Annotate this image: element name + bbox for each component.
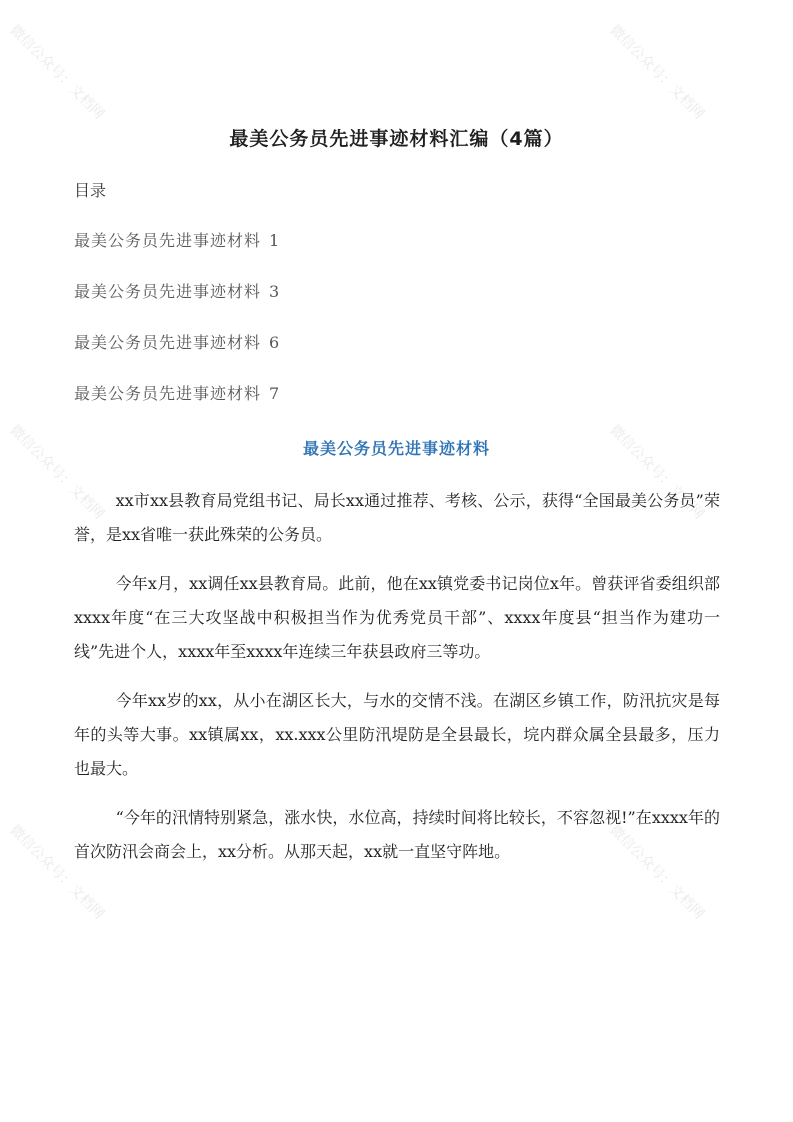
toc-entry-label: 最美公务员先进事迹材料 <box>74 282 262 301</box>
watermark: 微信公众号：文档网 <box>6 422 107 523</box>
toc-entry-label: 最美公务员先进事迹材料 <box>74 333 262 352</box>
paragraph: 今年xx岁的xx，从小在湖区长大，与水的交情不浅。在湖区乡镇工作，防汛抗灾是每年的头等大事。xx镇属xx，xx.xxx公里防汛堤防是全县最长，垸内群众属全县最多，压力也最大。 <box>74 691 720 778</box>
toc-entry-page: 1 <box>269 231 281 250</box>
toc-heading: 目录 <box>74 181 107 200</box>
watermark: 微信公众号：文档网 <box>606 822 707 923</box>
watermark: 微信公众号：文档网 <box>606 22 707 123</box>
watermark: 微信公众号：文档网 <box>606 422 707 523</box>
body-text <box>74 484 720 884</box>
toc-entry[interactable] <box>74 228 280 279</box>
toc-entry-label: 最美公务员先进事迹材料 <box>74 231 262 250</box>
toc-entry-page: 7 <box>269 384 281 403</box>
toc-entry-page: 3 <box>269 282 281 301</box>
paragraph: 今年x月，xx调任xx县教育局。此前，他在xx镇党委书记岗位x年。曾获评省委组织部xxxx年度“在三大攻坚战中积极担当作为优秀党员干部”、xxxx年度县“担当作为建功一线”先进个人，xxxx年至xxxx年连续三年获县政府三等功。 <box>74 574 720 661</box>
toc-entry[interactable] <box>74 330 280 381</box>
paragraph: xx市xx县教育局党组书记、局长xx通过推荐、考核、公示，获得“全国最美公务员”荣誉，是xx省唯一获此殊荣的公务员。 <box>74 491 720 544</box>
toc-entry-page: 6 <box>269 333 281 352</box>
toc-entry[interactable] <box>74 279 280 330</box>
section-heading: 最美公务员先进事迹材料 <box>302 439 490 458</box>
toc-entry[interactable] <box>74 381 280 432</box>
watermark: 微信公众号：文档网 <box>6 822 107 923</box>
table-of-contents <box>74 228 280 432</box>
document-title: 最美公务员先进事迹材料汇编（4篇） <box>229 128 564 150</box>
paragraph: “今年的汛情特别紧急，涨水快，水位高，持续时间将比较长，不容忽视!”在xxxx年的首次防汛会商会上，xx分析。从那天起，xx就一直坚守阵地。 <box>74 808 720 861</box>
watermark: 微信公众号：文档网 <box>6 22 107 123</box>
toc-entry-label: 最美公务员先进事迹材料 <box>74 384 262 403</box>
